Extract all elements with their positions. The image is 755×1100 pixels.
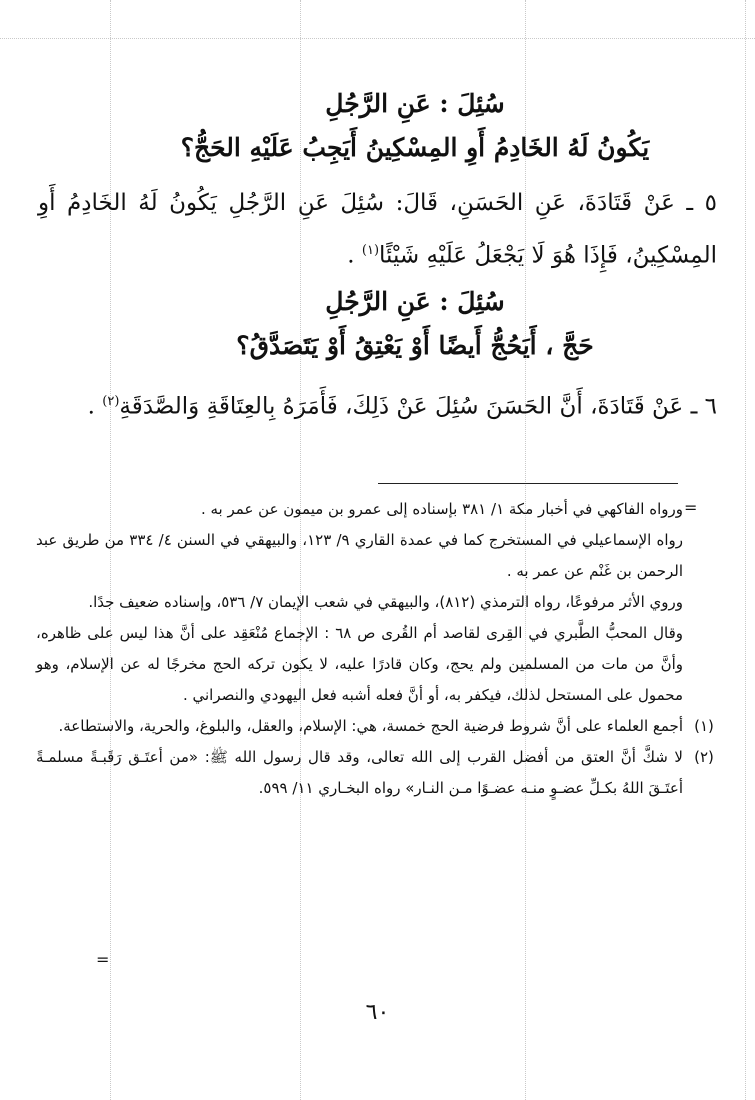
page-number: ٦٠ bbox=[365, 1000, 390, 1025]
section1-text bbox=[38, 180, 717, 280]
footnote-continued: وروي الأثر مرفوعًا، رواه الترمذي (٨١٢)، والبيهقي في شعب الإيمان ٧/ ٥٣٦، وإسناده ضعيف جدًا. bbox=[88, 593, 683, 611]
section2-heading-line2: حَجَّ ، أَيَحُجُّ أَيضًا أَوْ يَعْتِقُ أَوْ يَتَصَدَّقُ؟ bbox=[236, 331, 594, 360]
continuation-end-marker: = bbox=[96, 950, 110, 969]
section2-body: ٦ ـ عَنْ قَتَادَةَ، أَنَّ الحَسَنَ سُئِلَ عَنْ ذَلِكَ، فَأَمَرَهُ بِالعِتَاقَةِ وَالصَّدَقَةِ bbox=[119, 393, 717, 420]
scan-guide-line bbox=[745, 0, 746, 1100]
section2-heading-line1: سُئِلَ : عَنِ الرَّجُلِ bbox=[325, 287, 505, 316]
section2-end: . bbox=[87, 393, 103, 420]
footnote-1 bbox=[36, 711, 714, 742]
section1-end: . bbox=[347, 242, 362, 269]
continuation-marker: = bbox=[684, 498, 698, 517]
footnote-number: (١) bbox=[694, 717, 714, 735]
footnote-2 bbox=[36, 742, 714, 804]
footnote-text: لا شكَّ أنَّ العتق من أفضل القرب إلى الله تعالى، وقد قال رسول الله ﷺ: «من أعتَـق رَقَبـةً مسلمـةً أعتَـقَ اللهُ بكـلِّ عضـوٍ منـه عضـوًا مـن النـار» رواه البخـاري ١١/ ٥٩٩. bbox=[36, 748, 683, 797]
footnotes-area bbox=[36, 494, 714, 804]
section2-heading bbox=[115, 280, 715, 368]
footnote-text: أجمع العلماء على أنَّ شروط فرضية الحج خمسة، هي: الإسلام، والعقل، والبلوغ، والحرية، والاستطاعة. bbox=[58, 717, 683, 735]
section1-body: ٥ ـ عَنْ قَتَادَةَ، عَنِ الحَسَنِ، قَالَ: سُئِلَ عَنِ الرَّجُلِ يَكُونُ لَهُ الخَادِمُ أَوِ المِسْكِينُ، فَإِذَا هُوَ لَا يَجْعَلُ عَلَيْهِ شَيْئًا bbox=[38, 190, 717, 269]
section1-heading-line1: سُئِلَ : عَنِ الرَّجُلِ bbox=[325, 89, 505, 118]
scan-guide-line bbox=[0, 38, 755, 39]
footnote-continued: وقال المحبُّ الطَّبري في القِرى لقاصد أم القُرى ص ٦٨ : الإجماع مُنْعَقِد على أنَّ هذا ليس على ظاهره، وأنَّ من مات من المسلمين ولم يحج، وكان قادرًا عليه، لا يكون تركه الحج مخرجًا له عن الإسلام، وهو محمول على المستحل لذلك، فيكفر به، أو أنَّ فعله أشبه فعل اليهودي والنصراني . bbox=[36, 624, 683, 704]
section2-text bbox=[38, 378, 717, 431]
section1-heading-line2: يَكُونُ لَهُ الخَادِمُ أَوِ المِسْكِينُ أَيَجِبُ عَلَيْهِ الحَجُّ؟ bbox=[180, 133, 650, 162]
footnote-ref-2[interactable]: (٢) bbox=[102, 394, 120, 409]
footnote-continued: ورواه الفاكهي في أخبار مكة ١/ ٣٨١ بإسناده إلى عمرو بن ميمون عن عمر به . bbox=[200, 500, 683, 518]
footnote-separator bbox=[378, 483, 678, 484]
section1-heading bbox=[115, 82, 715, 170]
footnote-number: (٢) bbox=[694, 748, 714, 766]
footnote-ref-1[interactable]: (١) bbox=[361, 243, 380, 258]
footnote-continued: رواه الإسماعيلي في المستخرج كما في عمدة القاري ٩/ ١٢٣، والبيهقي في السنن ٤/ ٣٣٤ من طريق عبد الرحمن بن غَنْم عن عمر به . bbox=[36, 531, 683, 580]
